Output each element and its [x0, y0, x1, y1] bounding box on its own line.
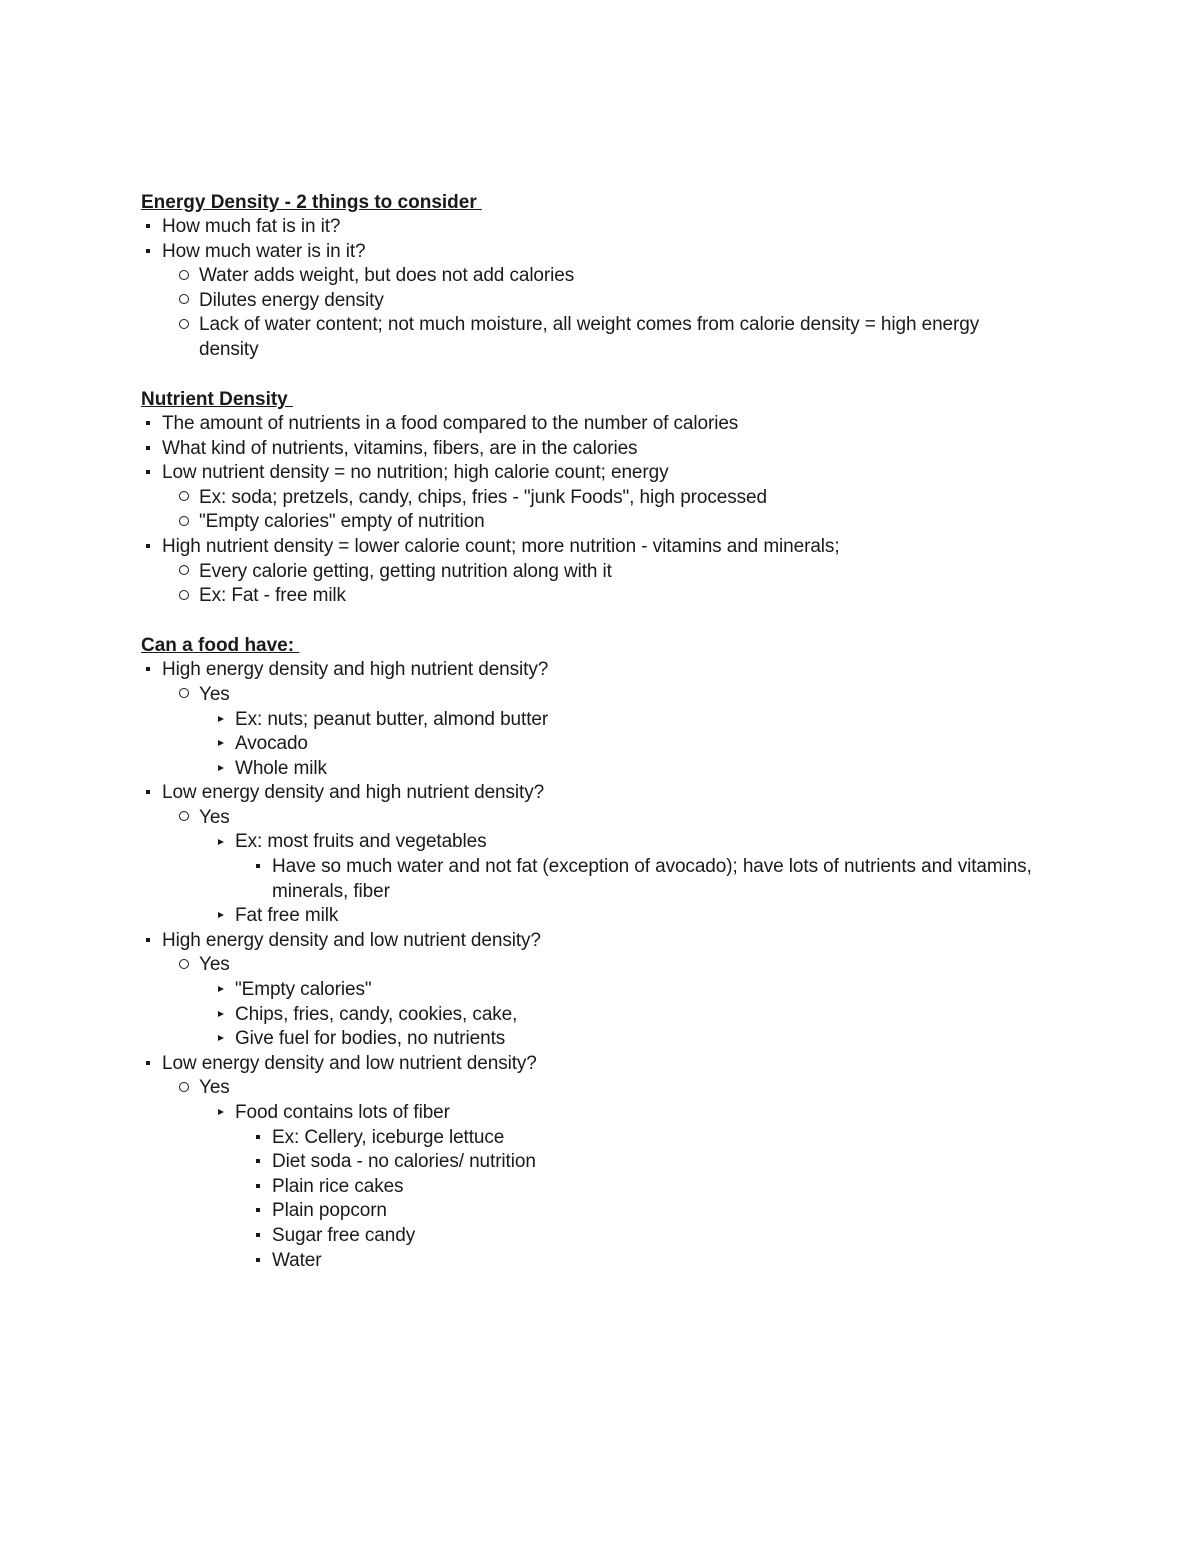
list-item-text: Water adds weight, but does not add calories [199, 265, 575, 287]
list-item [141, 510, 1041, 535]
bullet-dot-icon [141, 781, 155, 806]
list-item [141, 978, 1041, 1003]
list-item-text: Dilutes energy density [199, 289, 384, 311]
bullet-dot-icon [141, 437, 155, 462]
list-item-text: How much water is in it? [162, 240, 366, 262]
bullet-circle-icon [177, 953, 191, 978]
list-item-text: High energy density and high nutrient density? [162, 659, 549, 681]
section-heading: Nutrient Density [141, 389, 294, 411]
list-item-text: Every calorie getting, getting nutrition along with it [199, 560, 612, 582]
list-item-text: Plain rice cakes [272, 1175, 404, 1197]
list-item-text: The amount of nutrients in a food compared to the number of calories [162, 413, 739, 435]
bullet-dot-icon [141, 240, 155, 265]
list-item-text: Yes [199, 954, 230, 976]
list-item-text: "Empty calories" empty of nutrition [199, 511, 485, 533]
section [141, 387, 1041, 609]
bullet-arrow-icon [214, 830, 228, 855]
list-item-text: Yes [199, 683, 230, 705]
list-item-text: High energy density and low nutrient density? [162, 929, 541, 951]
list-item [141, 953, 1041, 978]
list-item-text: Chips, fries, candy, cookies, cake, [235, 1003, 518, 1025]
list-item [141, 1003, 1041, 1028]
list-item [141, 929, 1041, 954]
bullet-arrow-icon [214, 1003, 228, 1028]
list-item [141, 560, 1041, 585]
list-item-text: Low energy density and high nutrient density? [162, 782, 545, 804]
list-item [141, 215, 1041, 240]
list-item [141, 1126, 1041, 1151]
section [141, 190, 1041, 363]
list-item-text: Fat free milk [235, 905, 339, 927]
list-item-text: Give fuel for bodies, no nutrients [235, 1028, 506, 1050]
bullet-circle-icon [177, 313, 191, 338]
list-item-text: "Empty calories" [235, 979, 372, 1001]
section [141, 633, 1041, 1273]
list-item [141, 830, 1041, 855]
list-item [141, 1199, 1041, 1224]
list-item [141, 1101, 1041, 1126]
list-item-text: Yes [199, 1077, 230, 1099]
bullet-dot-icon [141, 461, 155, 486]
bullet-arrow-icon [214, 1101, 228, 1126]
list-item [141, 708, 1041, 733]
list-item-text: Whole milk [235, 757, 327, 779]
bullet-circle-icon [177, 486, 191, 511]
bullet-dot-icon [251, 1224, 265, 1249]
list-item [141, 683, 1041, 708]
list-item [141, 1150, 1041, 1175]
bullet-arrow-icon [214, 904, 228, 929]
list-item [141, 1052, 1041, 1077]
bullet-dot-icon [251, 1126, 265, 1151]
bullet-arrow-icon [214, 757, 228, 782]
bullet-dot-icon [141, 215, 155, 240]
bullet-arrow-icon [214, 708, 228, 733]
list-item-text: Food contains lots of fiber [235, 1102, 450, 1123]
list-item-text: Lack of water content; not much moisture, all weight comes from calorie density = high energy density [199, 314, 980, 360]
bullet-circle-icon [177, 510, 191, 535]
list-item [141, 732, 1041, 757]
list-item-text: What kind of nutrients, vitamins, fibers, are in the calories [162, 437, 638, 459]
bullet-circle-icon [177, 560, 191, 585]
list-item [141, 584, 1041, 609]
list-item [141, 412, 1041, 437]
list-item [141, 240, 1041, 265]
notes-body [141, 190, 1041, 1273]
bullet-dot-icon [141, 535, 155, 560]
list-item [141, 1076, 1041, 1101]
bullet-circle-icon [177, 1076, 191, 1101]
list-item [141, 535, 1041, 560]
bullet-dot-icon [251, 855, 265, 880]
list-item [141, 437, 1041, 462]
list-item [141, 1027, 1041, 1052]
list-item-text: Water [272, 1249, 322, 1271]
list-item-text: Sugar free candy [272, 1224, 416, 1246]
list-item-text: Ex: soda; pretzels, candy, chips, fries - "junk Foods", high processed [199, 486, 767, 508]
list-item-text: Plain popcorn [272, 1200, 387, 1222]
bullet-dot-icon [251, 1175, 265, 1200]
list-item-text: Avocado [235, 733, 308, 755]
list-item [141, 486, 1041, 511]
list-item [141, 855, 1041, 904]
bullet-circle-icon [177, 289, 191, 314]
bullet-circle-icon [177, 683, 191, 708]
list-item [141, 264, 1041, 289]
list-item-text: Ex: Fat - free milk [199, 585, 346, 607]
list-item [141, 1175, 1041, 1200]
list-item [141, 806, 1041, 831]
list-item [141, 313, 1041, 362]
list-item [141, 781, 1041, 806]
bullet-circle-icon [177, 806, 191, 831]
bullet-dot-icon [251, 1249, 265, 1274]
bullet-arrow-icon [214, 978, 228, 1003]
bullet-circle-icon [177, 584, 191, 609]
bullet-dot-icon [141, 929, 155, 954]
list-item-text: Ex: most fruits and vegetables [235, 831, 487, 853]
bullet-arrow-icon [214, 1027, 228, 1052]
section-heading: Can a food have: [141, 635, 300, 657]
list-item-text: How much fat is in it? [162, 216, 341, 237]
document-page [141, 190, 1041, 1298]
list-item-text: Low nutrient density = no nutrition; high calorie count; energy [162, 462, 669, 484]
bullet-arrow-icon [214, 732, 228, 757]
list-item [141, 1249, 1041, 1274]
bullet-dot-icon [251, 1150, 265, 1175]
list-item [141, 461, 1041, 486]
list-item-text: Yes [199, 806, 230, 828]
list-item-text: High nutrient density = lower calorie count; more nutrition - vitamins and minerals; [162, 536, 840, 558]
bullet-dot-icon [251, 1199, 265, 1224]
section-heading: Energy Density - 2 things to consider [141, 192, 483, 213]
bullet-dot-icon [141, 1052, 155, 1077]
list-item [141, 904, 1041, 929]
list-item [141, 1224, 1041, 1249]
bullet-dot-icon [141, 658, 155, 683]
list-item-text: Have so much water and not fat (exception of avocado); have lots of nutrients and vitamins, minerals, fiber [272, 856, 1032, 902]
bullet-dot-icon [141, 412, 155, 437]
list-item-text: Low energy density and low nutrient density? [162, 1052, 537, 1074]
list-item-text: Ex: Cellery, iceburge lettuce [272, 1126, 505, 1148]
list-item-text: Diet soda - no calories/ nutrition [272, 1151, 536, 1173]
list-item-text: Ex: nuts; peanut butter, almond butter [235, 708, 549, 730]
list-item [141, 289, 1041, 314]
bullet-circle-icon [177, 264, 191, 289]
list-item [141, 757, 1041, 782]
list-item [141, 658, 1041, 683]
